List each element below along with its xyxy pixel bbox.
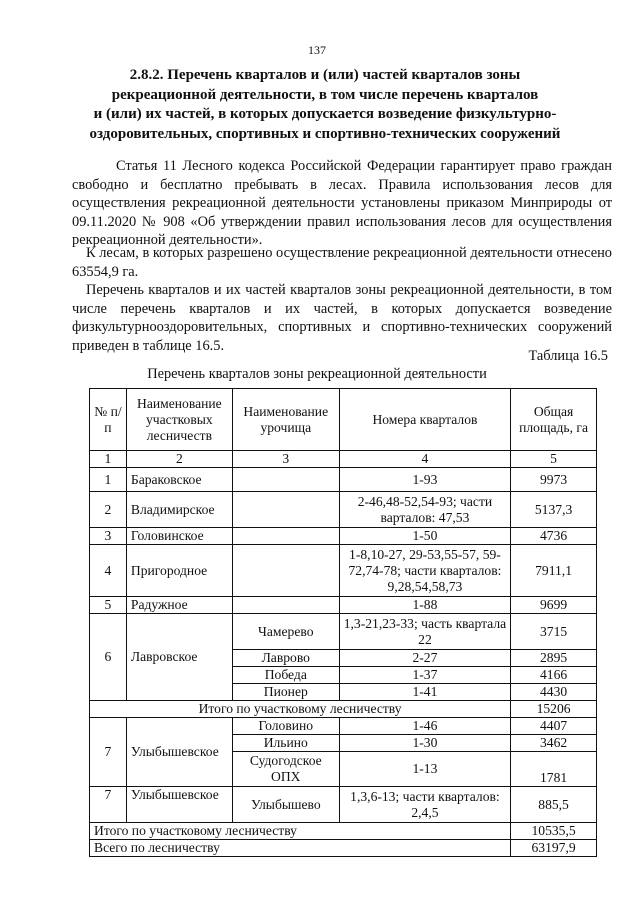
row-area: 9699 (511, 597, 597, 614)
subtotal-label: Итого по участковому лесничеству (90, 823, 511, 840)
row-num: 7 (90, 787, 127, 823)
paragraph-quarters-list: Перечень кварталов и их частей кварталов зоны рекреационной деятельности, в том числе перечень кварталов и их частей, в которых допускается возведение физкультурнооздоровительных, спортивных и спортивно-технических сооружений приведен в таблице 16.5. (72, 282, 612, 354)
row-tract: Чамерево (232, 614, 339, 650)
section-heading (60, 66, 590, 144)
row-tract (232, 528, 339, 545)
subtotal-area: 10535,5 (511, 823, 597, 840)
header-quarters: Номера кварталов (339, 389, 510, 451)
table-header-row (90, 389, 597, 451)
row-quarters: 2-27 (339, 650, 510, 667)
row-quarters: 1-8,10-27, 29-53,55-57, 59-72,74-78; части кварталов: 9,28,54,58,73 (339, 545, 510, 597)
header-number: 1 (90, 451, 127, 468)
header-area: Общая площадь, га (511, 389, 597, 451)
row-tract: Головино (232, 718, 339, 735)
row-forestry: Бараковское (126, 468, 232, 492)
row-num: 2 (90, 492, 127, 528)
table-row (90, 492, 597, 528)
row-forestry: Владимирское (126, 492, 232, 528)
row-quarters: 1-46 (339, 718, 510, 735)
row-area: 1781 (511, 752, 597, 787)
row-quarters: 1-13 (339, 752, 510, 787)
row-forestry: Лавровское (126, 614, 232, 701)
table-label: Таблица 16.5 (528, 348, 608, 364)
row-forestry: Пригородное (126, 545, 232, 597)
row-area: 2895 (511, 650, 597, 667)
row-forestry: Улыбышевское (126, 787, 232, 823)
total-label: Всего по лесничеству (90, 840, 511, 857)
paragraph-article-11: Статья 11 Лесного кодекса Российской Федерации гарантирует право граждан свободно и бесплатно пребывать в лесах. Правила использования лесов для осуществления рекреационной деятельности установлены приказом Минприроды от 09.11.2020 № 908 «Об утверждении правил использования лесов для осуществления рекреационной деятельности». (72, 158, 612, 248)
row-area: 7911,1 (511, 545, 597, 597)
row-num: 5 (90, 597, 127, 614)
row-quarters: 2-46,48-52,54-93; части варталов: 47,53 (339, 492, 510, 528)
row-quarters: 1-37 (339, 667, 510, 684)
table-row (90, 614, 597, 650)
row-quarters: 1-50 (339, 528, 510, 545)
row-tract (232, 597, 339, 614)
row-area: 885,5 (511, 787, 597, 823)
row-quarters: 1-41 (339, 684, 510, 701)
subtotal-area: 15206 (511, 701, 597, 718)
subtotal-row (90, 823, 597, 840)
header-number: 3 (232, 451, 339, 468)
table-row (90, 545, 597, 597)
row-quarters: 1-93 (339, 468, 510, 492)
row-tract: Победа (232, 667, 339, 684)
row-area: 4430 (511, 684, 597, 701)
row-num: 1 (90, 468, 127, 492)
page-number: 137 (308, 43, 326, 57)
heading-line: рекреационной деятельности, в том числе перечень кварталов (111, 86, 539, 103)
heading-line: и (или) их частей, в которых допускается возведение физкультурно- (93, 106, 557, 122)
row-tract: Ильино (232, 735, 339, 752)
row-tract (232, 545, 339, 597)
row-tract: Пионер (232, 684, 339, 701)
header-number: 5 (511, 451, 597, 468)
table-row (90, 718, 597, 735)
table-row (90, 528, 597, 545)
table-row (90, 597, 597, 614)
header-number: 2 (126, 451, 232, 468)
row-quarters: 1-88 (339, 597, 510, 614)
header-numbers-row (90, 451, 597, 468)
row-area: 9973 (511, 468, 597, 492)
row-num: 7 (90, 718, 127, 787)
row-num: 4 (90, 545, 127, 597)
table-row (90, 468, 597, 492)
row-tract (232, 468, 339, 492)
row-tract: Лаврово (232, 650, 339, 667)
row-area: 4407 (511, 718, 597, 735)
header-tract: Наименование урочища (232, 389, 339, 451)
row-num: 3 (90, 528, 127, 545)
table-caption: Перечень кварталов зоны рекреационной деятельности (147, 366, 487, 382)
heading-line: оздоровительных, спортивных и спортивно-технических сооружений (89, 125, 561, 142)
total-area: 63197,9 (511, 840, 597, 857)
row-quarters: 1,3-21,23-33; часть квартала 22 (339, 614, 510, 650)
quarters-table (89, 388, 597, 857)
row-num: 6 (90, 614, 127, 701)
heading-line: 2.8.2. Перечень кварталов и (или) частей кварталов зоны (129, 67, 521, 83)
total-row (90, 840, 597, 857)
row-area: 4736 (511, 528, 597, 545)
row-area: 3715 (511, 614, 597, 650)
row-tract: Улыбышево (232, 787, 339, 823)
row-tract (232, 492, 339, 528)
subtotal-label: Итого по участковому лесничеству (90, 701, 511, 718)
row-forestry: Улыбышевское (126, 718, 232, 787)
paragraph-recreation-area: К лесам, в которых разрешено осуществление рекреационной деятельности отнесено 63554,9 га. (72, 245, 612, 280)
header-forestry: Наименование участковых лесничеств (126, 389, 232, 451)
row-tract: Судогодское ОПХ (232, 752, 339, 787)
row-area: 4166 (511, 667, 597, 684)
row-forestry: Головинское (126, 528, 232, 545)
row-area: 5137,3 (511, 492, 597, 528)
row-quarters: 1-30 (339, 735, 510, 752)
header-num: № п/п (90, 389, 127, 451)
subtotal-row (90, 701, 597, 718)
row-forestry: Радужное (126, 597, 232, 614)
row-area: 3462 (511, 735, 597, 752)
header-number: 4 (339, 451, 510, 468)
table-row (90, 787, 597, 823)
row-quarters: 1,3,6-13; части кварталов: 2,4,5 (339, 787, 510, 823)
